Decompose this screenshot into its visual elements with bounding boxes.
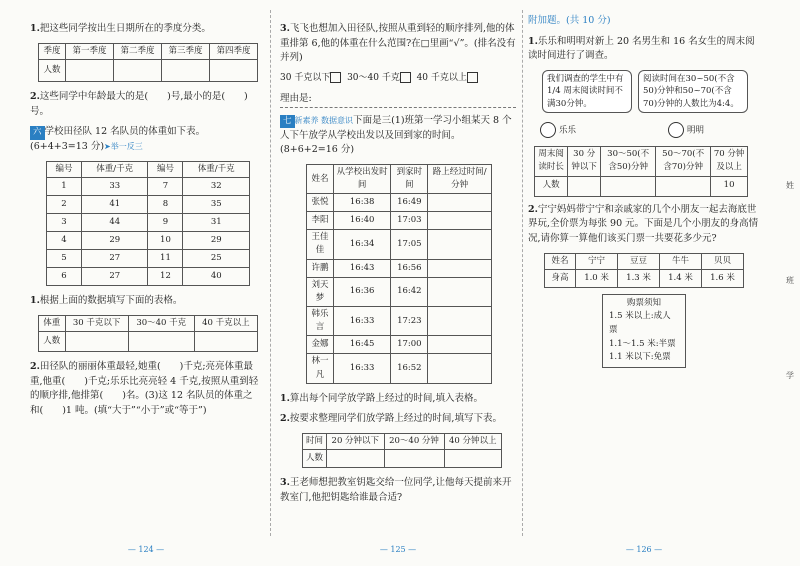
table-cell: 5 xyxy=(47,249,82,267)
speech-bubble-mingming: 阅读时间在30~50(不含50)分钟和50~70(不含70)分钟的人数比为4:4。 xyxy=(638,70,748,113)
reading-table: 周末阅读时长 30 分钟以下 30～50(不含50)分钟 50～70(不含70)分钟 70 分钟及以上 人数 10 xyxy=(534,146,748,196)
table-row xyxy=(47,195,250,213)
checkbox[interactable] xyxy=(330,72,341,83)
table-cell xyxy=(428,230,492,259)
page-divider xyxy=(522,10,523,536)
table-cell: 16:38 xyxy=(334,194,391,212)
table-cell: 17:03 xyxy=(391,212,428,230)
question-b1: 1.乐乐和明明对新上 20 名男生和 16 名女生的周末阅读时间进行了调查。 xyxy=(528,35,755,62)
section-7-heading: 七 新素养 数据意识下面是三(1)班第一学习小组某天 8 个人下午放学从学校出发以及回到家的时间。(8+6+2=16 分) xyxy=(280,114,512,156)
table-cell: 16:42 xyxy=(391,277,428,306)
weight-table: 编号 体重/千克 编号 体重/千克 1 33 7 32 2 41 8 35 3 44 9 31 4 29 10 29 5 27 11 25 6 27 12 40 xyxy=(46,161,250,286)
table-cell: 17:23 xyxy=(391,307,428,336)
table-cell xyxy=(428,212,492,230)
table-row xyxy=(307,212,492,230)
page-124 xyxy=(30,0,262,566)
table-cell xyxy=(428,336,492,354)
table-cell: 张悦 xyxy=(307,194,334,212)
table-cell: 16:52 xyxy=(391,354,428,383)
table-cell: 7 xyxy=(148,177,183,195)
table-cell: 32 xyxy=(183,177,250,195)
weight-range-table: 体重 30 千克以下 30～40 千克 40 千克以上 人数 xyxy=(38,315,258,352)
notice-line: 1.1 米以下:免票 xyxy=(609,352,671,363)
notice-title: 购票须知 xyxy=(626,297,661,308)
table-cell: 9 xyxy=(148,213,183,231)
table-cell: 16:45 xyxy=(334,336,391,354)
table-cell: 6 xyxy=(47,267,82,285)
table-row xyxy=(307,354,492,383)
notice-line: 1.1～1.5 米:半票 xyxy=(609,338,676,349)
table-cell xyxy=(428,194,492,212)
question-1: 1.把这些同学按出生日期所在的季度分类。 xyxy=(30,23,211,34)
table-cell xyxy=(428,354,492,383)
child-face-icon xyxy=(540,122,556,138)
table-cell: 16:49 xyxy=(391,194,428,212)
table-cell xyxy=(428,259,492,277)
table-row xyxy=(47,231,250,249)
table-cell: 27 xyxy=(81,249,148,267)
question-7-1: 1.算出每个同学放学路上经过的时间,填入表格。 xyxy=(280,392,483,404)
page-number: — 126 — xyxy=(625,544,663,554)
table-row xyxy=(47,177,250,195)
table-row xyxy=(307,230,492,259)
table-cell: 李阳 xyxy=(307,212,334,230)
question-7-2: 2.按要求整理同学们放学路上经过的时间,填写下表。 xyxy=(280,413,502,425)
bonus-title: 附加题。(共 10 分) xyxy=(528,15,611,26)
table-cell: 29 xyxy=(183,231,250,249)
table-cell xyxy=(428,307,492,336)
table-cell: 16:33 xyxy=(334,307,391,336)
table-cell: 刘天梦 xyxy=(307,277,334,306)
reason-line[interactable]: 理由是: xyxy=(280,92,516,108)
table-cell: 16:33 xyxy=(334,354,391,383)
checkbox[interactable] xyxy=(400,72,411,83)
page-divider xyxy=(270,10,271,536)
margin-label: 班 xyxy=(786,276,794,285)
speech-bubble-lele: 我们调查的学生中有 1/4 周末阅读时间不满30分钟。 xyxy=(542,70,632,113)
table-cell: 17:00 xyxy=(391,336,428,354)
table-row xyxy=(307,277,492,306)
page-number: — 124 — xyxy=(127,544,165,554)
question-7-3: 3.王老师想把教室钥匙交给一位同学,让他每天提前来开教室门,他把钥匙给谁最合适? xyxy=(280,477,512,504)
table-cell: 33 xyxy=(81,177,148,195)
child-face-icon xyxy=(668,122,684,138)
table-cell: 金娜 xyxy=(307,336,334,354)
question-6-1: 1.根据上面的数据填写下面的表格。 xyxy=(30,294,183,306)
height-table: 姓名 宁宁 豆豆 牛牛 贝贝 身高 1.0 米 1.3 米 1.4 米 1.6 米 xyxy=(544,253,744,288)
table-cell: 王佳佳 xyxy=(307,230,334,259)
ticket-notice xyxy=(602,294,686,368)
page-126 xyxy=(528,0,760,566)
margin-label: 姓 xyxy=(786,181,794,190)
table-cell: 3 xyxy=(47,213,82,231)
table-cell: 林一凡 xyxy=(307,354,334,383)
table-cell: 16:56 xyxy=(391,259,428,277)
table-cell: 31 xyxy=(183,213,250,231)
page-number: — 125 — xyxy=(379,544,417,554)
margin-label: 学 xyxy=(786,371,794,380)
time-table: 姓名 从学校出发时间 到家时间 路上经过时间/分钟 张悦 16:38 16:49 李阳 16:40 17:03 王佳佳 16:34 17:05 许鹏 16:43 16:56 刘天梦 16:36 16:42 韩乐言 16:33 17:23 金娜 16:45 17:00 林一凡 16:33 16:52 xyxy=(306,164,492,384)
table-cell: 16:40 xyxy=(334,212,391,230)
table-cell xyxy=(428,277,492,306)
table-cell: 25 xyxy=(183,249,250,267)
table-cell: 许鹏 xyxy=(307,259,334,277)
question-b2: 2.宁宁妈妈带宁宁和亲戚家的几个小朋友一起去海底世界玩,全价票为每张 90 元。下面是几个小朋友的身高情况,请你算一算他们该买门票一共要花多少元? xyxy=(528,203,759,244)
table-cell: 29 xyxy=(81,231,148,249)
table-cell: 韩乐言 xyxy=(307,307,334,336)
question-3: 3.飞飞也想加入田径队,按照从重到轻的顺序排列,他的体重排第 6,他的体重在什么范围?在□里画“√”。(排名没有并列) xyxy=(280,23,516,64)
table-cell: 41 xyxy=(81,195,148,213)
dialog-area xyxy=(528,70,760,142)
table-row xyxy=(307,307,492,336)
range-table: 时间 20 分钟以下 20～40 分钟 40 分钟以上 人数 xyxy=(302,433,502,468)
table-row xyxy=(307,336,492,354)
table-cell: 16:34 xyxy=(334,230,391,259)
checkbox[interactable] xyxy=(467,72,478,83)
table-cell: 16:36 xyxy=(334,277,391,306)
table-cell: 35 xyxy=(183,195,250,213)
table-cell: 27 xyxy=(81,267,148,285)
question-6-2: 2.田径队的丽丽体重最轻,她重( )千克;亮亮体重最重,他重( )千克;乐乐比亮亮轻 4 千克,按照从重到轻的顺序排,他排第( )名。(3)这 12 名队员的体重之和( )1 吨。(填“大于”“小于”或“等于”) xyxy=(30,360,259,416)
table-cell: 1 xyxy=(47,177,82,195)
page-125 xyxy=(280,0,516,566)
table-cell: 44 xyxy=(81,213,148,231)
person-lele: 乐乐 xyxy=(540,122,576,138)
table-cell: 4 xyxy=(47,231,82,249)
table-row xyxy=(47,249,250,267)
options: 30 千克以下 30～40 千克 40 千克以上 xyxy=(280,72,516,86)
table-cell: 11 xyxy=(148,249,183,267)
table-cell: 16:43 xyxy=(334,259,391,277)
table-cell: 40 xyxy=(183,267,250,285)
table-cell: 2 xyxy=(47,195,82,213)
table-cell: 17:05 xyxy=(391,230,428,259)
table-cell: 12 xyxy=(148,267,183,285)
person-mingming: 明明 xyxy=(668,122,704,138)
table-row xyxy=(307,259,492,277)
table-row xyxy=(47,213,250,231)
table-cell: 8 xyxy=(148,195,183,213)
table-row xyxy=(307,194,492,212)
table-cell: 10 xyxy=(148,231,183,249)
section-6-heading: 六 学校田径队 12 名队员的体重如下表。(6+4+3=13 分)➤举一反三 xyxy=(30,126,206,153)
question-2: 2.这些同学中年龄最大的是( )号,最小的是( )号。 xyxy=(30,90,248,117)
table-row xyxy=(47,267,250,285)
notice-line: 1.5 米以上:成人票 xyxy=(609,311,671,336)
season-table: 季度 第一季度 第二季度 第三季度 第四季度 人数 xyxy=(38,43,258,82)
